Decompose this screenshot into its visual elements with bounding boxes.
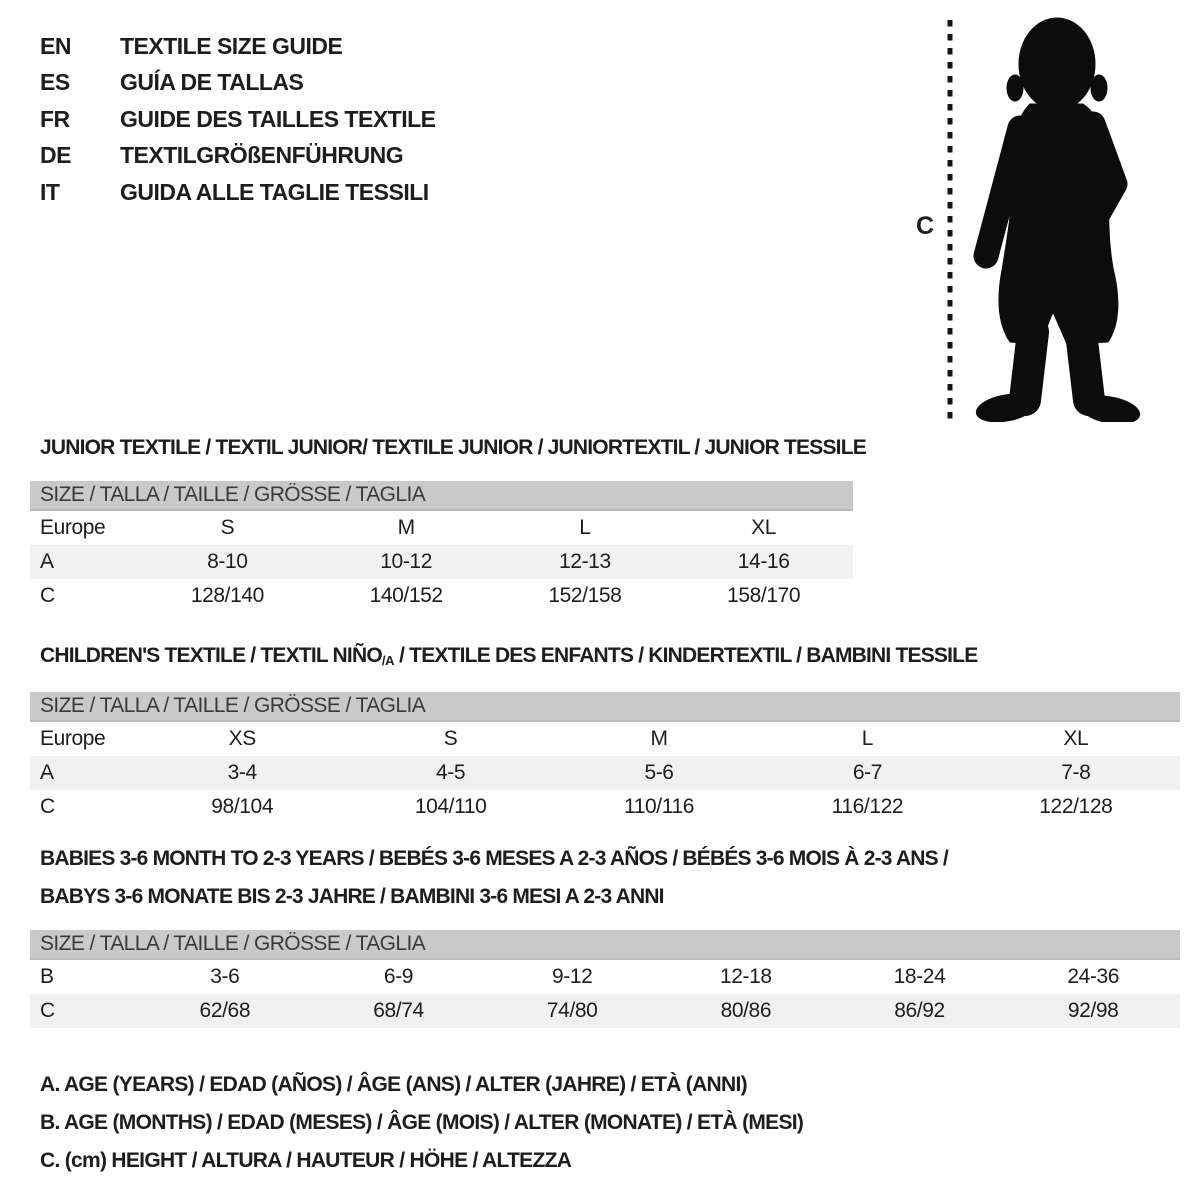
row-label: C <box>40 795 55 818</box>
language-code: FR <box>40 105 70 132</box>
children-section-title <box>40 644 977 668</box>
table-row <box>30 579 853 613</box>
row-label: C <box>40 999 55 1022</box>
height-cell: 86/92 <box>894 999 945 1022</box>
age-cell: 5-6 <box>644 761 674 784</box>
row-label: A <box>40 761 54 784</box>
children-title-suffix: / TEXTILE DES ENFANTS / KINDERTEXTIL / BAMBINI TESSILE <box>394 644 978 667</box>
age-cell: 18-24 <box>893 965 946 988</box>
table-row <box>30 994 1180 1028</box>
height-cell: 116/122 <box>831 795 904 818</box>
language-row-fr <box>40 101 436 138</box>
height-cell: 104/110 <box>414 795 487 818</box>
size-cell: XS <box>228 727 256 750</box>
age-cell: 24-36 <box>1067 965 1120 988</box>
row-label: A <box>40 550 54 573</box>
height-cell: 98/104 <box>211 795 274 818</box>
toddler-silhouette-icon <box>950 12 1150 422</box>
language-code: DE <box>40 142 71 169</box>
children-title-sub: /A <box>381 653 395 668</box>
size-cell: S <box>443 727 458 750</box>
size-header-label: SIZE / TALLA / TAILLE / GRÖSSE / TAGLIA <box>40 483 426 506</box>
language-row-es <box>40 65 436 102</box>
junior-size-table <box>30 481 853 613</box>
language-guide-list <box>40 28 436 211</box>
height-cell: 128/140 <box>190 584 264 607</box>
height-measure-label: C <box>916 212 935 240</box>
age-cell: 14-16 <box>737 550 790 573</box>
language-title: GUIDE DES TAILLES TEXTILE <box>120 105 436 132</box>
age-cell: 4-5 <box>436 761 466 784</box>
age-cell: 6-9 <box>383 965 414 988</box>
age-cell: 10-12 <box>380 550 432 573</box>
height-cell: 122/128 <box>1039 795 1113 818</box>
table-row <box>30 756 1180 790</box>
size-cell: S <box>220 516 235 539</box>
junior-section-title: JUNIOR TEXTILE / TEXTIL JUNIOR/ TEXTILE JUNIOR / JUNIORTEXTIL / JUNIOR TESSILE <box>40 436 866 459</box>
row-label: B <box>40 965 54 988</box>
height-cell: 62/68 <box>199 999 251 1022</box>
age-cell: 12-18 <box>719 965 772 988</box>
age-cell: 3-4 <box>227 761 257 784</box>
language-title: TEXTILE SIZE GUIDE <box>120 32 343 59</box>
table-row <box>30 960 1180 994</box>
table-row <box>30 790 1180 824</box>
language-title: TEXTILGRÖßENFÜHRUNG <box>120 142 404 169</box>
table-row <box>30 722 1180 756</box>
babies-size-table <box>30 930 1180 1028</box>
age-cell: 12-13 <box>559 550 611 573</box>
age-cell: 9-12 <box>551 965 593 988</box>
legend-line-a: A. AGE (YEARS) / EDAD (AÑOS) / ÂGE (ANS) / ALTER (JAHRE) / ETÀ (ANNI) <box>40 1073 747 1096</box>
size-header-bar <box>30 692 1180 722</box>
height-cell: 140/152 <box>369 584 443 607</box>
language-row-it <box>40 174 436 211</box>
size-header-bar <box>30 481 853 511</box>
height-cell: 152/158 <box>548 584 622 607</box>
language-row-de <box>40 138 436 175</box>
height-cell: 92/98 <box>1067 999 1119 1022</box>
size-cell: XL <box>751 516 777 539</box>
legend-line-b: B. AGE (MONTHS) / EDAD (MESES) / ÂGE (MOIS) / ALTER (MONATE) / ETÀ (MESI) <box>40 1111 804 1134</box>
size-cell: M <box>397 516 415 539</box>
size-cell: M <box>650 727 668 750</box>
babies-title-line2: BABYS 3-6 MONATE BIS 2-3 JAHRE / BAMBINI 3-6 MESI A 2-3 ANNI <box>40 885 664 908</box>
size-cell: XL <box>1063 727 1089 750</box>
language-code: IT <box>40 178 60 205</box>
height-cell: 80/86 <box>720 999 772 1022</box>
babies-section-title <box>40 840 948 916</box>
height-cell: 74/80 <box>546 999 598 1022</box>
size-header-bar <box>30 930 1180 960</box>
size-header-label: SIZE / TALLA / TAILLE / GRÖSSE / TAGLIA <box>40 694 426 717</box>
height-cell: 68/74 <box>373 999 424 1022</box>
children-size-table <box>30 692 1180 824</box>
height-cell: 158/170 <box>727 584 801 607</box>
table-row <box>30 545 853 579</box>
row-label: Europe <box>40 727 106 750</box>
age-cell: 7-8 <box>1061 761 1091 784</box>
language-code: ES <box>40 69 70 96</box>
height-cell: 110/116 <box>624 795 695 818</box>
size-header-label: SIZE / TALLA / TAILLE / GRÖSSE / TAGLIA <box>40 932 426 955</box>
legend-line-c: C. (cm) HEIGHT / ALTURA / HAUTEUR / HÖHE / ALTEZZA <box>40 1149 572 1172</box>
table-row <box>30 511 853 545</box>
size-cell: L <box>579 516 591 539</box>
measurement-legend <box>40 1066 803 1180</box>
row-label: Europe <box>40 516 106 539</box>
row-label: C <box>40 584 55 607</box>
age-cell: 6-7 <box>852 761 882 784</box>
babies-title-line1: BABIES 3-6 MONTH TO 2-3 YEARS / BEBÉS 3-6 MESES A 2-3 AÑOS / BÉBÉS 3-6 MOIS À 2-3 ANS / <box>40 847 948 870</box>
age-cell: 3-6 <box>210 965 240 988</box>
language-title: GUÍA DE TALLAS <box>120 69 304 96</box>
language-code: EN <box>40 32 71 59</box>
size-cell: L <box>861 727 874 750</box>
age-cell: 8-10 <box>207 550 248 573</box>
children-title-prefix: CHILDREN'S TEXTILE / TEXTIL NIÑO <box>40 644 382 667</box>
language-title: GUIDA ALLE TAGLIE TESSILI <box>120 178 429 205</box>
language-row-en <box>40 28 436 65</box>
